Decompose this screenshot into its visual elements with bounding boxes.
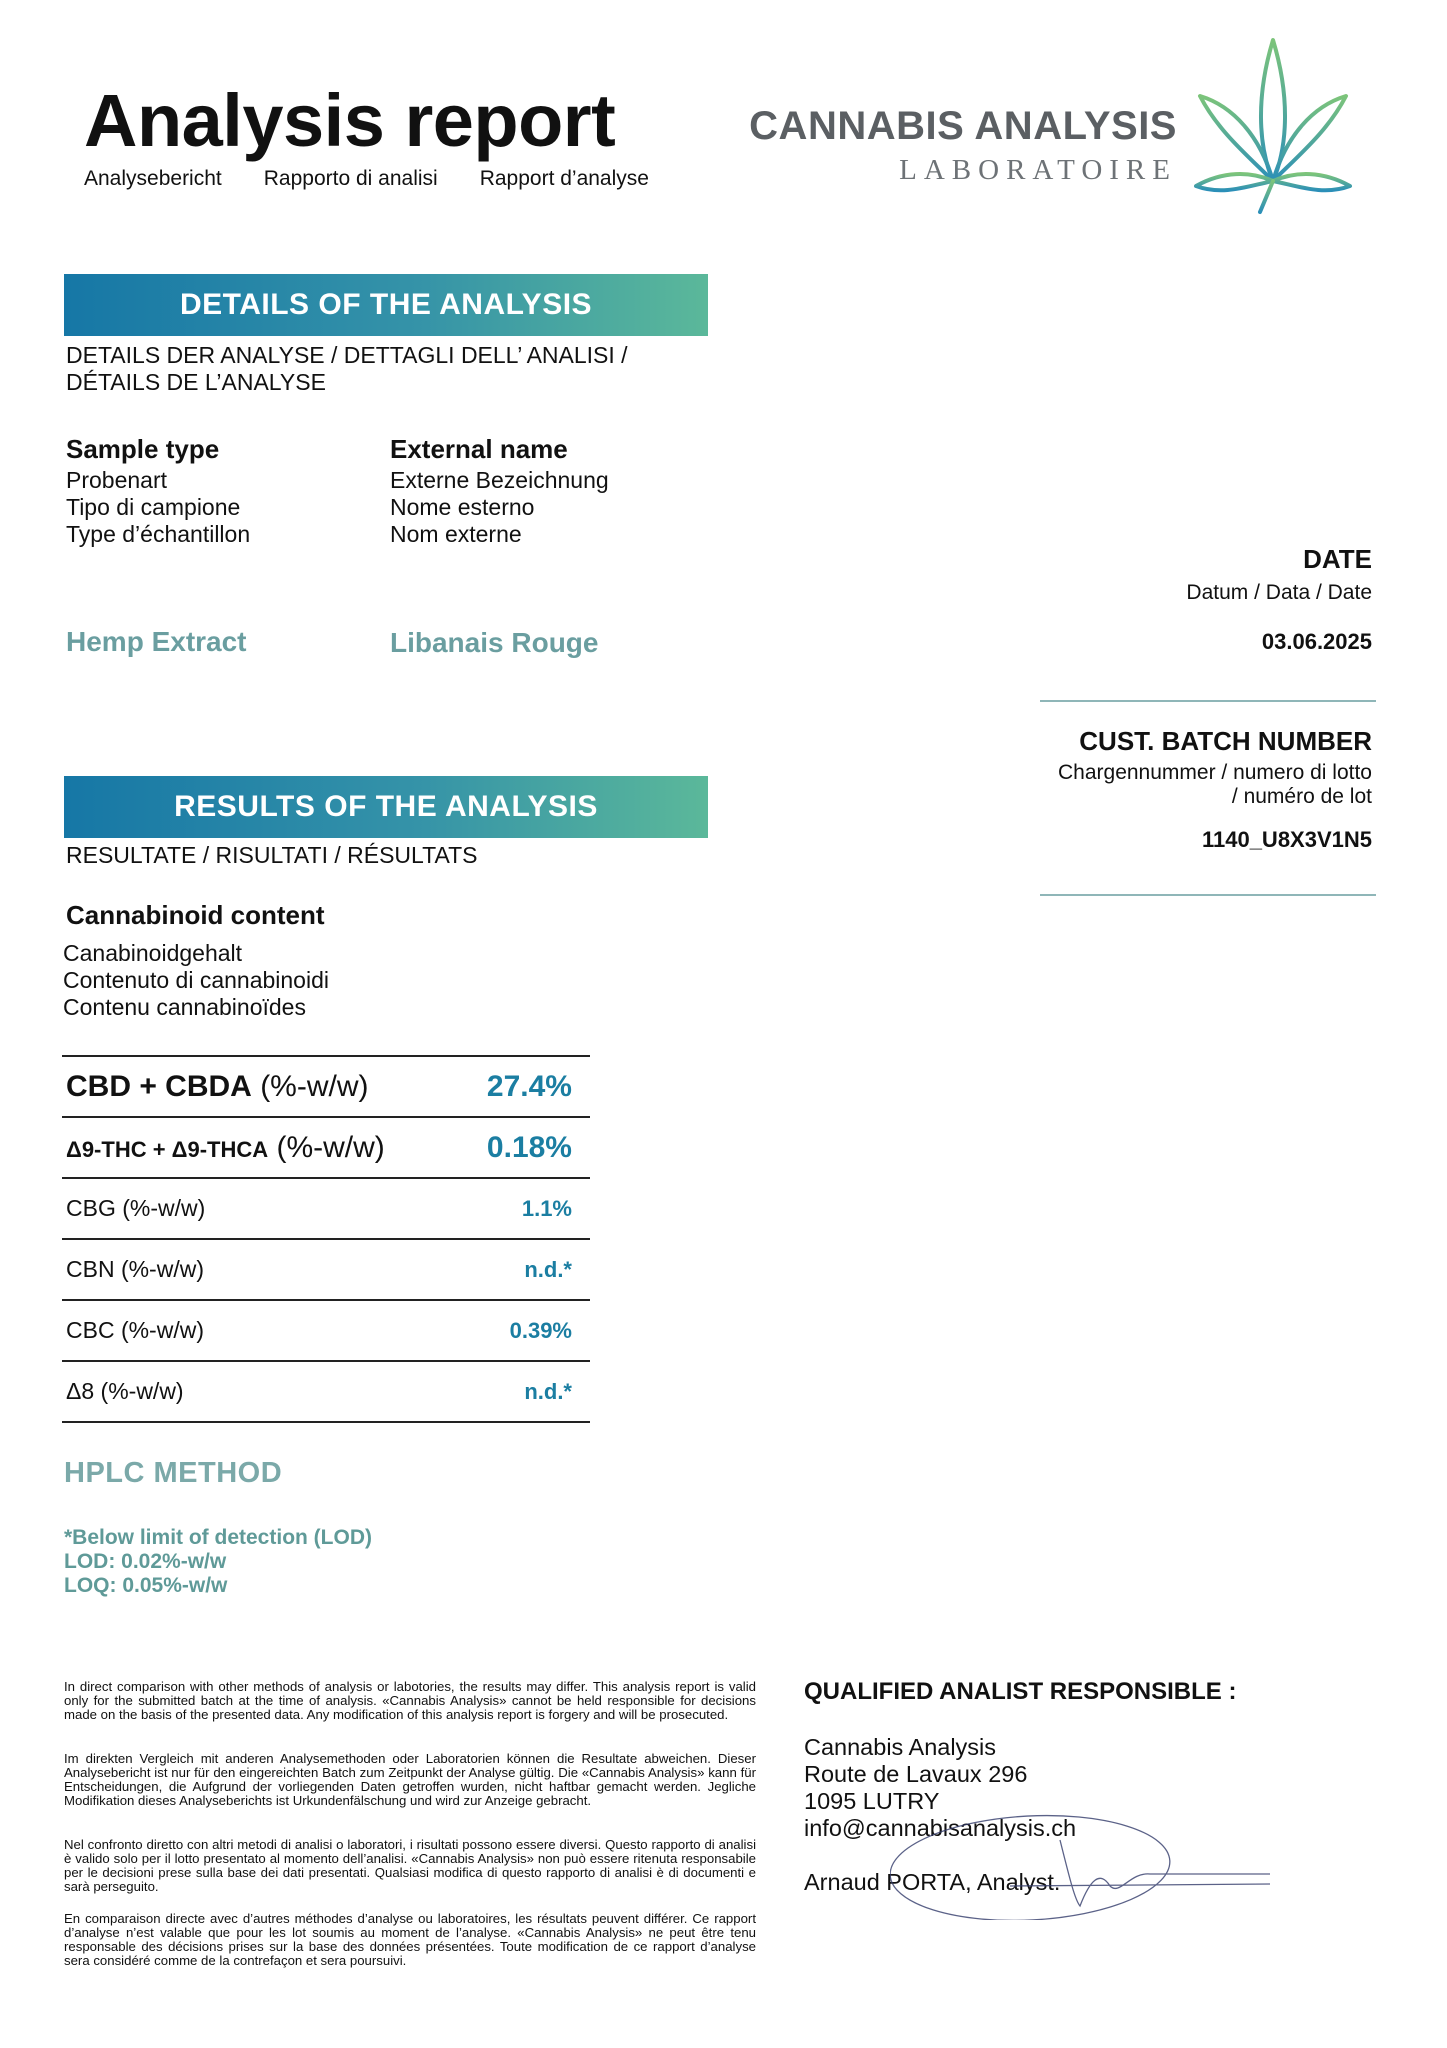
row-value: 27.4% [486, 1069, 572, 1103]
cannabinoid-it: Contenuto di cannabinoidi [63, 967, 329, 993]
table-row [62, 1360, 590, 1423]
row-value: n.d.* [524, 1378, 572, 1404]
sample-type-it: Tipo di campione [66, 494, 241, 520]
contact-email: info@cannabisanalysis.ch [804, 1815, 1077, 1841]
external-name-block [390, 434, 609, 548]
divider [1040, 700, 1376, 702]
row-unit: (%-w/w) [251, 1069, 369, 1103]
table-row [62, 1238, 590, 1299]
table-row [62, 1116, 590, 1177]
row-value: 1.1% [521, 1195, 572, 1221]
row-name: CBG (%-w/w) [66, 1195, 206, 1221]
date-value: 03.06.2025 [1261, 629, 1372, 654]
batch-sub-line1: Chargennummer / numero di lotto [1058, 761, 1372, 784]
external-name-value: Libanais Rouge [390, 627, 599, 658]
cannabinoid-label: Cannabinoid content [66, 900, 325, 930]
date-label: DATE [1303, 544, 1372, 574]
sample-type-de: Probenart [66, 467, 168, 493]
cannabis-leaf-icon [1188, 36, 1358, 216]
analyst-name: Arnaud PORTA, Analyst. [804, 1869, 1061, 1895]
sample-type-label: Sample type [66, 434, 220, 464]
external-name-fr: Nom externe [390, 521, 522, 547]
sample-type-block [66, 434, 250, 548]
row-unit: (%-w/w) [268, 1130, 385, 1164]
street-address: Route de Lavaux 296 [804, 1761, 1028, 1787]
subtitle-de: Analysebericht [84, 167, 222, 190]
row-name: CBD + CBDA [66, 1069, 252, 1103]
report-subtitles [84, 167, 649, 191]
row-label [66, 1131, 385, 1165]
sample-type-fr: Type d’échantillon [66, 521, 251, 547]
disclaimer-it: Nel confronto diretto con altri metodi di analisi o laboratori, i risultati possono essere diversi. Questo rapporto di analisi è valido solo per il lotto presentato al momento dell’analisi. «Cannabis Analysis» non può essere ritenuta responsabile per le decisioni prese sulla base dei dati presentati. Qualsiasi modifica di questo rapporto di analisi è di documenti e sarà perseguito. [64, 1837, 756, 1894]
table-row [62, 1055, 590, 1116]
lod-footnote: *Below limit of detection (LOD) [64, 1526, 372, 1549]
sample-type-value: Hemp Extract [66, 626, 247, 657]
subtitle-fr: Rapport d’analyse [479, 167, 649, 190]
report-title: Analysis report [84, 79, 616, 162]
subtitle-it: Rapporto di analisi [263, 167, 438, 190]
row-label [66, 1070, 369, 1104]
logo-main-text: CANNABIS ANALYSIS [749, 104, 1177, 148]
signature-scribble [890, 1800, 1290, 1920]
method-title: HPLC METHOD [64, 1457, 283, 1489]
results-subheading: RESULTATE / RISULTATI / RÉSULTATS [66, 842, 478, 868]
cannabinoid-translations [63, 940, 329, 1021]
table-row [62, 1177, 590, 1238]
disclaimer-de: Im direkten Vergleich mit anderen Analysemethoden oder Laboratorien können die Resultate abweichen. Dieser Analysebericht ist nur für den eingereichten Batch zum Zeitpunkt der Analyse gültig. Die «Cannabis Analysis» kann für Entscheidungen, die Aufgrund der vorliegenden Daten getroffen wurden, nicht haftbar gemacht werden. Jegliche Modifikation dieses Analyseberichts ist Urkundenfälschung und wird zur Anzeige gebracht. [64, 1751, 756, 1808]
responsible-title: QUALIFIED ANALIST RESPONSIBLE : [804, 1678, 1237, 1705]
row-name: CBC (%-w/w) [66, 1317, 204, 1343]
divider [1040, 894, 1376, 896]
row-value: 0.18% [486, 1130, 572, 1164]
disclaimer-en: In direct comparison with other methods of analysis or labotories, the results may differ. This analysis report is valid only for the submitted batch at the time of analysis. «Cannabis Analysis» cannot be held responsible for decisions made on the basis of the presented data. Any modification of this analysis report is forgery and will be prosecuted. [64, 1679, 756, 1722]
results-banner: RESULTS OF THE ANALYSIS [64, 776, 708, 838]
lod-value: LOD: 0.02%-w/w [64, 1550, 227, 1573]
row-name: CBN (%-w/w) [66, 1256, 204, 1282]
method-notes [64, 1526, 372, 1598]
lab-logo-text [749, 106, 1177, 187]
details-sub-line1: DETAILS DER ANALYSE / DETTAGLI DELL’ ANALISI / [66, 342, 628, 368]
logo-sub-text: LABORATOIRE [899, 154, 1177, 186]
external-name-de: Externe Bezeichnung [390, 467, 609, 493]
date-block [1186, 544, 1372, 655]
disclaimer-fr: En comparaison directe avec d’autres méthodes d’analyse ou laboratoires, les résultats peuvent différer. Ce rapport d’analyse n’est valable que pour les lot soumis au moment de l’analyse. «Cannabis Analysis» ne peut être tenu responsable des décisions prises sur la base des données présentées. Toute modification de ce rapport d’analyse sera considéré comme de la contrefaçon et sera poursuivi. [64, 1911, 756, 1968]
row-value: 0.39% [509, 1317, 572, 1343]
external-name-it: Nome esterno [390, 494, 535, 520]
details-banner: DETAILS OF THE ANALYSIS [64, 274, 708, 336]
loq-value: LOQ: 0.05%-w/w [64, 1574, 228, 1597]
row-name: Δ8 (%-w/w) [66, 1378, 184, 1404]
results-table [62, 1055, 590, 1423]
company-name: Cannabis Analysis [804, 1734, 997, 1760]
cannabinoid-heading [66, 900, 325, 931]
details-subheading [66, 342, 628, 396]
row-value: n.d.* [524, 1256, 572, 1282]
row-name: Δ9-THC + Δ9-THCA [66, 1136, 269, 1162]
batch-value: 1140_U8X3V1N5 [1201, 827, 1372, 852]
batch-block [1058, 726, 1372, 853]
city-address: 1095 LUTRY [804, 1788, 940, 1814]
cannabinoid-fr: Contenu cannabinoïdes [63, 994, 306, 1020]
batch-label: CUST. BATCH NUMBER [1079, 726, 1372, 756]
date-sub: Datum / Data / Date [1186, 581, 1372, 604]
cannabinoid-de: Canabinoidgehalt [63, 940, 243, 966]
external-name-label: External name [390, 434, 568, 464]
batch-sub-line2: / numéro de lot [1231, 785, 1372, 808]
table-row [62, 1299, 590, 1360]
details-sub-line2: DÉTAILS DE L’ANALYSE [66, 369, 326, 395]
